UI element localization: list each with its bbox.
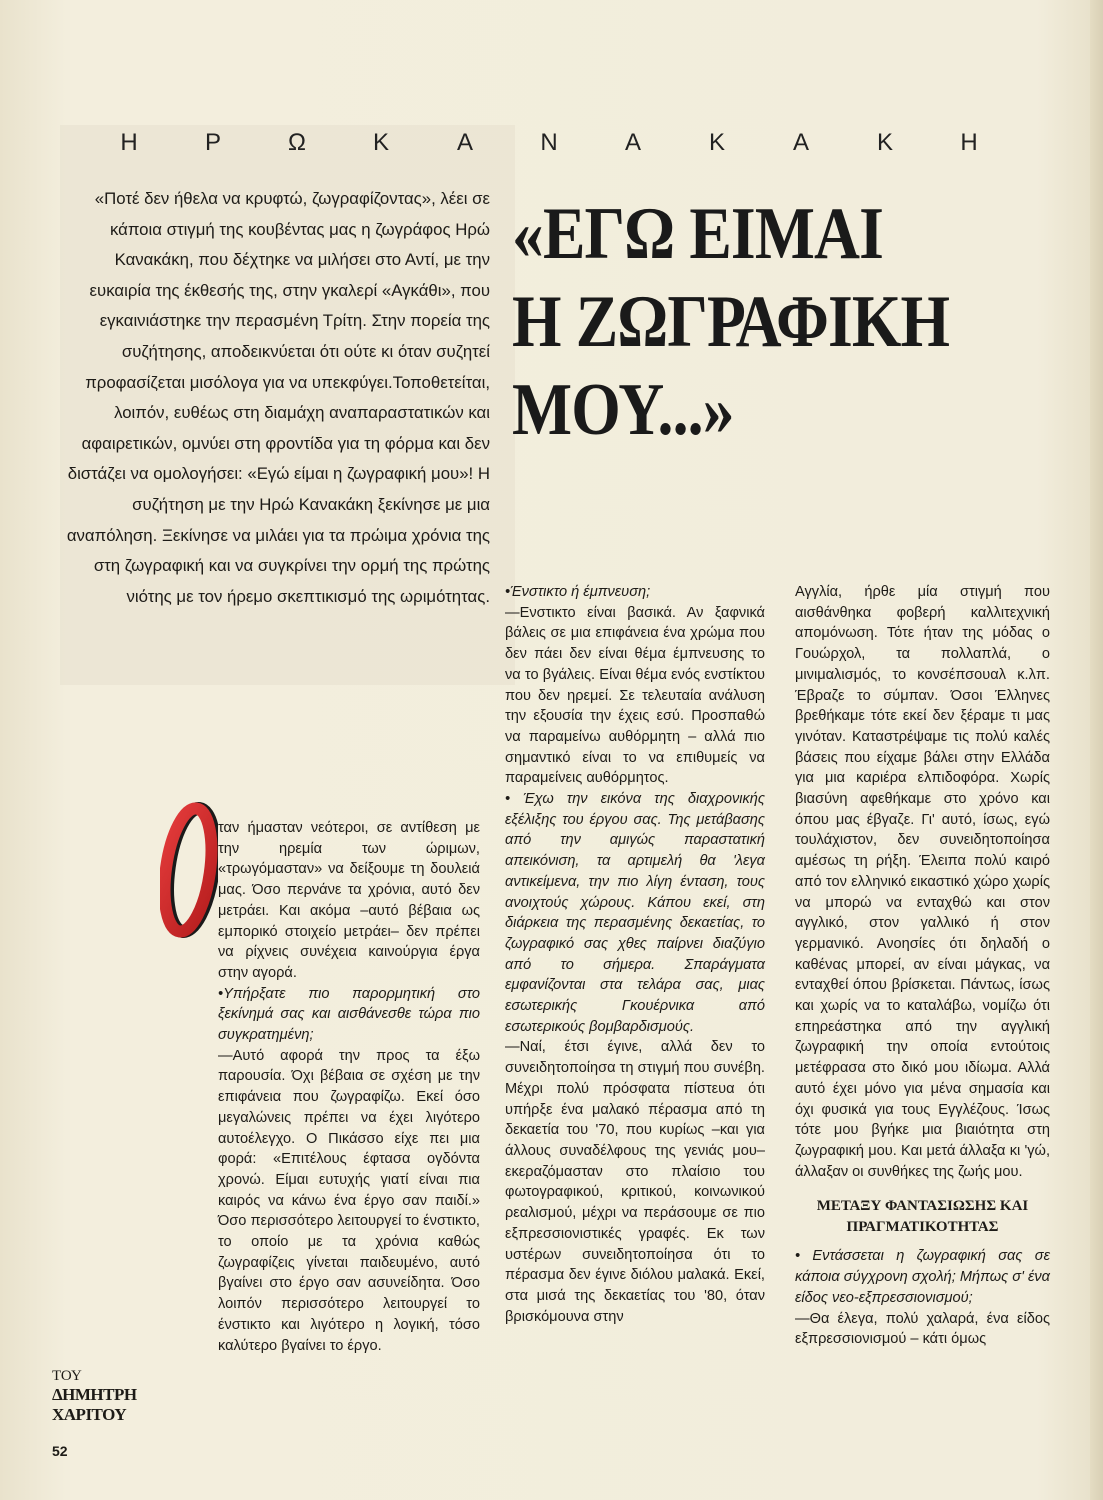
headline-line: «ΕΓΩ ΕΙΜΑΙ [512,193,884,275]
byline-last-name: ΧΑΡΙΤΟΥ [52,1405,127,1424]
interview-answer: —Αυτό αφορά την προς τα έξω παρουσία. Όχι βέβαια σε σχέση με την επιφάνεια που ζωγραφίζω. Εκεί όσο μεγαλώνεις πρέπει να έχει λιγότερο αυτοέλεγχο. Ο Πικάσσο είχε πει μια φορά: «Επιτέλους έφτασα ογδόντα χρονώ. Είμαι ευτυχής γιατί είναι πια καιρός να κάνω ένα έργο σαν παιδί.» Όσο περισσότερο λειτουργεί το ένστικτο, το οποίο με τα χρόνια καθώς ζωγραφίζεις γίνεται παιδευμένο, αυτό βγαίνει στο έργο σαν ασυνείδητα. Όσο λοιπόν περισσότερο λειτουργεί το ένστικτο και λιγότερο η λογική, τόσο καλύτερο βγαίνει το έργο. [218,1047,480,1354]
headline-line: ΜΟΥ...» [512,369,734,451]
header-letter: Κ [708,129,727,156]
article-column-1 [218,818,480,1356]
header-letter: Ω [288,129,308,156]
page-edge [1090,0,1103,1500]
page-number: 52 [52,1443,68,1459]
drop-cap-letter [160,800,218,940]
header-letter: Α [792,129,811,156]
header-letter: Α [456,129,475,156]
header-letter: Η [120,129,140,156]
paragraph: Αγγλία, ήρθε μία στιγμή που αισθάνθηκα φοβερή καλλιτεχνική απομόνωση. Τότε ήταν της μόδας ο Γουώρχολ, τα πολλαπλά, ο μινιμαλισμός, το κονσέπσουαλ κ.λπ. Έβραζε το σύμπαν. Όσοι Έλληνες βρεθήκαμε τότε εκεί δεν ξέραμε τι μας γινόταν. Καταστρέψαμε τις πολύ καλές βάσεις που είχαμε βάλει στην Ελλάδα για μια καριέρα ελπιδοφόρα. Χωρίς βιασύνη αφεθήκαμε στο χρόνο και όπου μας έβγαζε. Γι' αυτό, ίσως, εγώ τουλάχιστον, δεν συνειδητοποίησα αμέσως τη ρήξη. Έλειπα πολύ καιρό από τον ελληνικό εικαστικό χώρο χωρίς να μπορώ να ενταχθώ και στον αγγλικό, στον γαλλικό ή στον γερμανικό. Ανοησίες ότι δηλαδή ο καθένας μπορεί, αν είναι μάγκας, να ενταχθεί όπου βρίσκεται. Πάντως, ίσως και χωρίς να το καταλάβω, νομίζω ότι επηρεάστηκα από την αγγλική ζωγραφική την οποία εντούτοις μετέφρασα στο δικό μου ιδίωμα. Αλλά αυτό έχει μόνο για μένα σημασία και όχι φυσικά για τους Εγγλέζους. Ίσως τότε μου βγήκε μια βιαιότητα στη ζωγραφική μου. Και μετά άλλαξα κι 'γώ, άλλαξαν οι συνθήκες της ζωής μου. [795,584,1050,1180]
interview-question: •Ένστικτο ή έμπνευση; [505,584,651,600]
article-column-3 [795,582,1050,1350]
intro-text: «Ποτέ δεν ήθελα να κρυφτώ, ζωγραφίζοντας», λέει σε κάποια στιγμή της κουβέντας μας η ζωγράφος Ηρώ Κανακάκη, που δέχτηκε να μιλήσει στο Αντί, με την ευκαιρία της έκθεσής της, στην γκαλερί «Αγκάθι», που εγκαινιάστηκε την περασμένη Τρίτη. Στην πορεία της συζήτησης, αποδεικνύεται ότι ούτε κι όταν συζητεί προφασίζεται μισόλογα για να υπεκφύγει.Τοποθετείται, λοιπόν, ευθέως στη διαμάχη αναπαραστατικών και αφαιρετικών, ομνύει στη φροντίδα για τη φόρμα και δεν διστάζει να ομολογήσει: «Εγώ είμαι η ζωγραφική μου»! Η συζήτηση με την Ηρώ Κανακάκη ξεκίνησε με μια αναπόληση. Ξεκίνησε να μιλάει για τα πρώιμα χρόνια της στη ζωγραφική και να συγκρίνει την ορμή της πρώτης νιότης με τον ήρεμο σκεπτικισμό της ωριμότητας. [66,189,490,606]
section-subheading: ΜΕΤΑΞΥ ΦΑΝΤΑΣΙΩΣΗΣ ΚΑΙ ΠΡΑΓΜΑΤΙΚΟΤΗΤΑΣ [816,1198,1029,1236]
article-column-2 [505,582,765,1327]
interview-question: •Υπήρξατε πιο παρορμητική στο ξεκίνημά σας και αισθάνεσθε τώρα πιο συγκρατημένη; [218,985,480,1044]
intro-lede [60,184,490,612]
author-name-header [120,126,980,160]
header-letter: Κ [876,129,895,156]
author-byline [52,1368,162,1425]
header-letter: Κ [372,129,391,156]
interview-answer: —Ενστικτο είναι βασικά. Αν ξαφνικά βάλεις σε μια επιφάνεια ένα χρώμα που δεν πάει δεν είναι θέμα έμπνευσης το να το βγάλεις. Είναι θέμα ενός ενστίκτου που δεν ηρεμεί. Σε τελευταία ανάλυση την εξουσία την έχεις εσύ. Προσπαθώ να παραμείνω αυθόρμητη – αλλά πιο σημαντικό είναι το να επιθυμείς να παραμείνεις αυθόρμητος. [505,604,765,787]
header-letter: Η [960,129,980,156]
interview-answer: —Θα έλεγα, πολύ χαλαρά, ένα είδος εξπρεσσιονισμού – κάτι όμως [795,1310,1050,1348]
interview-answer: —Ναί, έτσι έγινε, αλλά δεν το συνειδητοποίησα τη στιγμή που συνέβη. Μέχρι πολύ πρόσφατα πίστευα ότι υπήρξε ένα μαλακό πέρασμα από τη δεκαετία του '70, που κυρίως –και για άλλους συναδέλφους της γενιάς μου– εκεραζόμασταν στο πλαίσιο του φωτογραφικού, κριτικού, κοινωνικού ρεαλισμού, μέχρι να περάσουμε σε πιο εξπρεσσιονιστικές γραφές. Εκ των υστέρων συνειδητοποίησα ότι το πέρασμα δεν έγινε διόλου μαλακά. Εκεί, στα μισά της δεκαετίας του '80, όταν βρισκόμουνα στην [505,1039,765,1325]
byline-first-name: ΔΗΜΗΤΡΗ [52,1385,137,1404]
header-letter: Α [624,129,643,156]
header-letter: Ν [540,129,560,156]
header-letter: Ρ [204,129,223,156]
interview-question: • Εντάσσεται η ζωγραφική σας σε κάποια σύγχρονη σχολή; Μήπως σ' ένα είδος νεο-εξπρεσσιονισμού; [795,1248,1050,1306]
interview-question: • Έχω την εικόνα της διαχρονικής εξέλιξης του έργου σας. Της μετάβασης από την αμιγώς παραστατική απεικόνιση, τα αρτιμελή θα 'λεγα αντικείμενα, την πιο λίγη ένταση, τους ανοιχτούς χώρους. Κάπου εκεί, στη διάρκεια της περασμένης δεκαετίας, το ζωγραφικό σας χθες παίρνει διαζύγιο από το σήμερα. Σπαράγματα εμφανίζονται στα τελάρα σας, μιας εσωτερικής Γκουέρνικα από εσωτερικούς βομβαρδισμούς. [505,791,765,1035]
headline-line: Η ΖΩΓΡΑΦΙΚΗ [512,281,950,363]
byline-prefix: ΤΟΥ [52,1368,82,1384]
article-headline [512,190,950,454]
paragraph: ταν ήμασταν νεότεροι, σε αντίθεση με την ηρεμία των ώριμων, «τρωγόμασταν» να δείξουμε τη δουλειά μας. Όσο περνάνε τα χρόνια, αυτό δεν μετράει. Και ακόμα –αυτό βέβαια ως εμπορικό στοιχείο μετράει– δεν πρέπει να ρίχνεις συνέχεια καινούργια έργα στην αγορά. [218,820,480,981]
